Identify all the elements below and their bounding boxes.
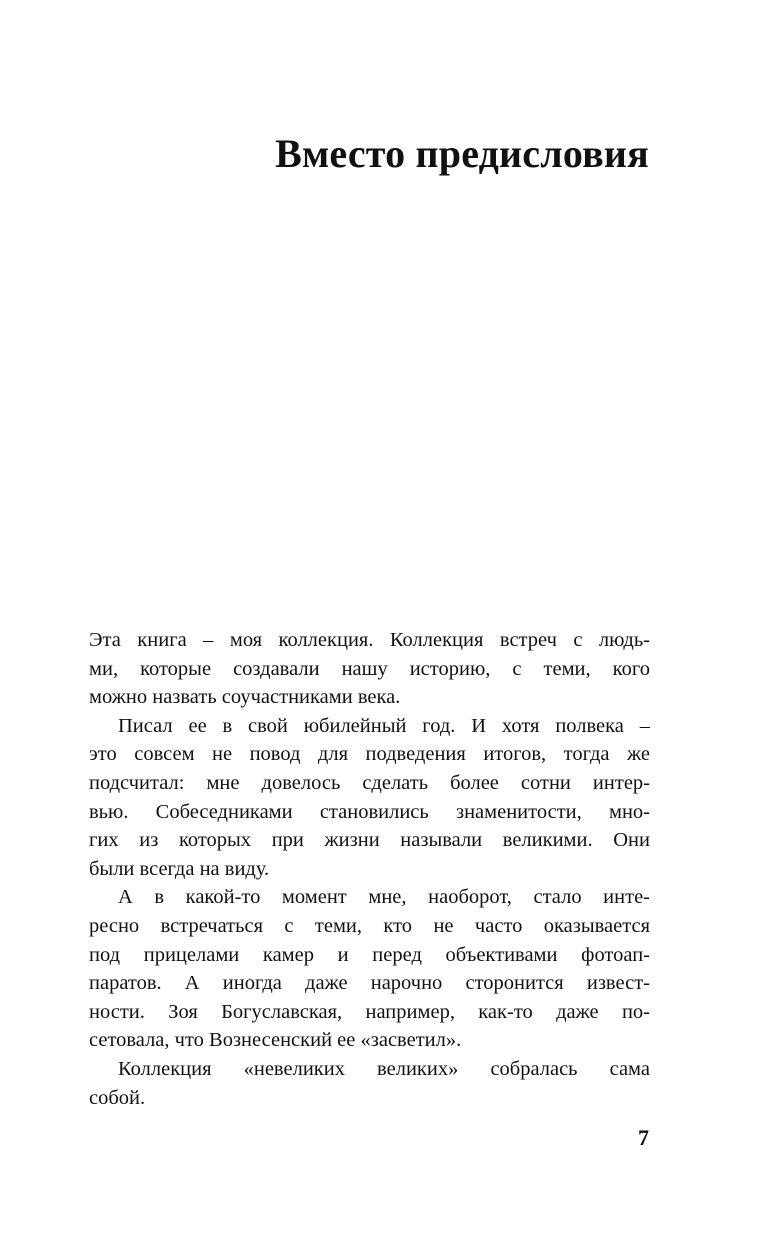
text-line: были всегда на виду. xyxy=(89,857,270,880)
text-line: ности. Зоя Богуславская, например, как-то даже по- xyxy=(89,1000,650,1023)
page-number: 7 xyxy=(638,1125,649,1150)
text-line: можно назвать соучастниками века. xyxy=(89,686,401,709)
text-line: сетовала, что Вознесенский ее «засветил». xyxy=(89,1029,462,1052)
text-line: ресно встречаться с теми, кто не часто оказывается xyxy=(89,914,650,937)
text-line: ми, которые создавали нашу историю, с теми, кого xyxy=(89,657,650,680)
text-line: это совсем не повод для подведения итогов, тогда же xyxy=(89,743,650,766)
text-line: под прицелами камер и перед объективами фотоап- xyxy=(89,943,650,966)
text-line: паратов. А иногда даже нарочно сторонится извест- xyxy=(89,972,650,995)
chapter-title: Вместо предисловия xyxy=(275,131,649,176)
text-line: Писал ее в свой юбилейный год. И хотя полвека – xyxy=(118,714,650,737)
text-line: гих из которых при жизни называли великими. Они xyxy=(89,829,650,852)
text-line: Коллекция «невеликих великих» собралась сама xyxy=(118,1057,650,1080)
text-line: собой. xyxy=(89,1086,146,1109)
text-line: вью. Собеседниками становились знаменитости, мно- xyxy=(89,800,650,823)
text-line: подсчитал: мне довелось сделать более сотни интер- xyxy=(89,771,650,794)
body-text xyxy=(89,626,650,1112)
text-line: А в какой-то момент мне, наоборот, стало инте- xyxy=(118,886,650,909)
text-line: Эта книга – моя коллекция. Коллекция встреч с людь- xyxy=(89,629,650,651)
